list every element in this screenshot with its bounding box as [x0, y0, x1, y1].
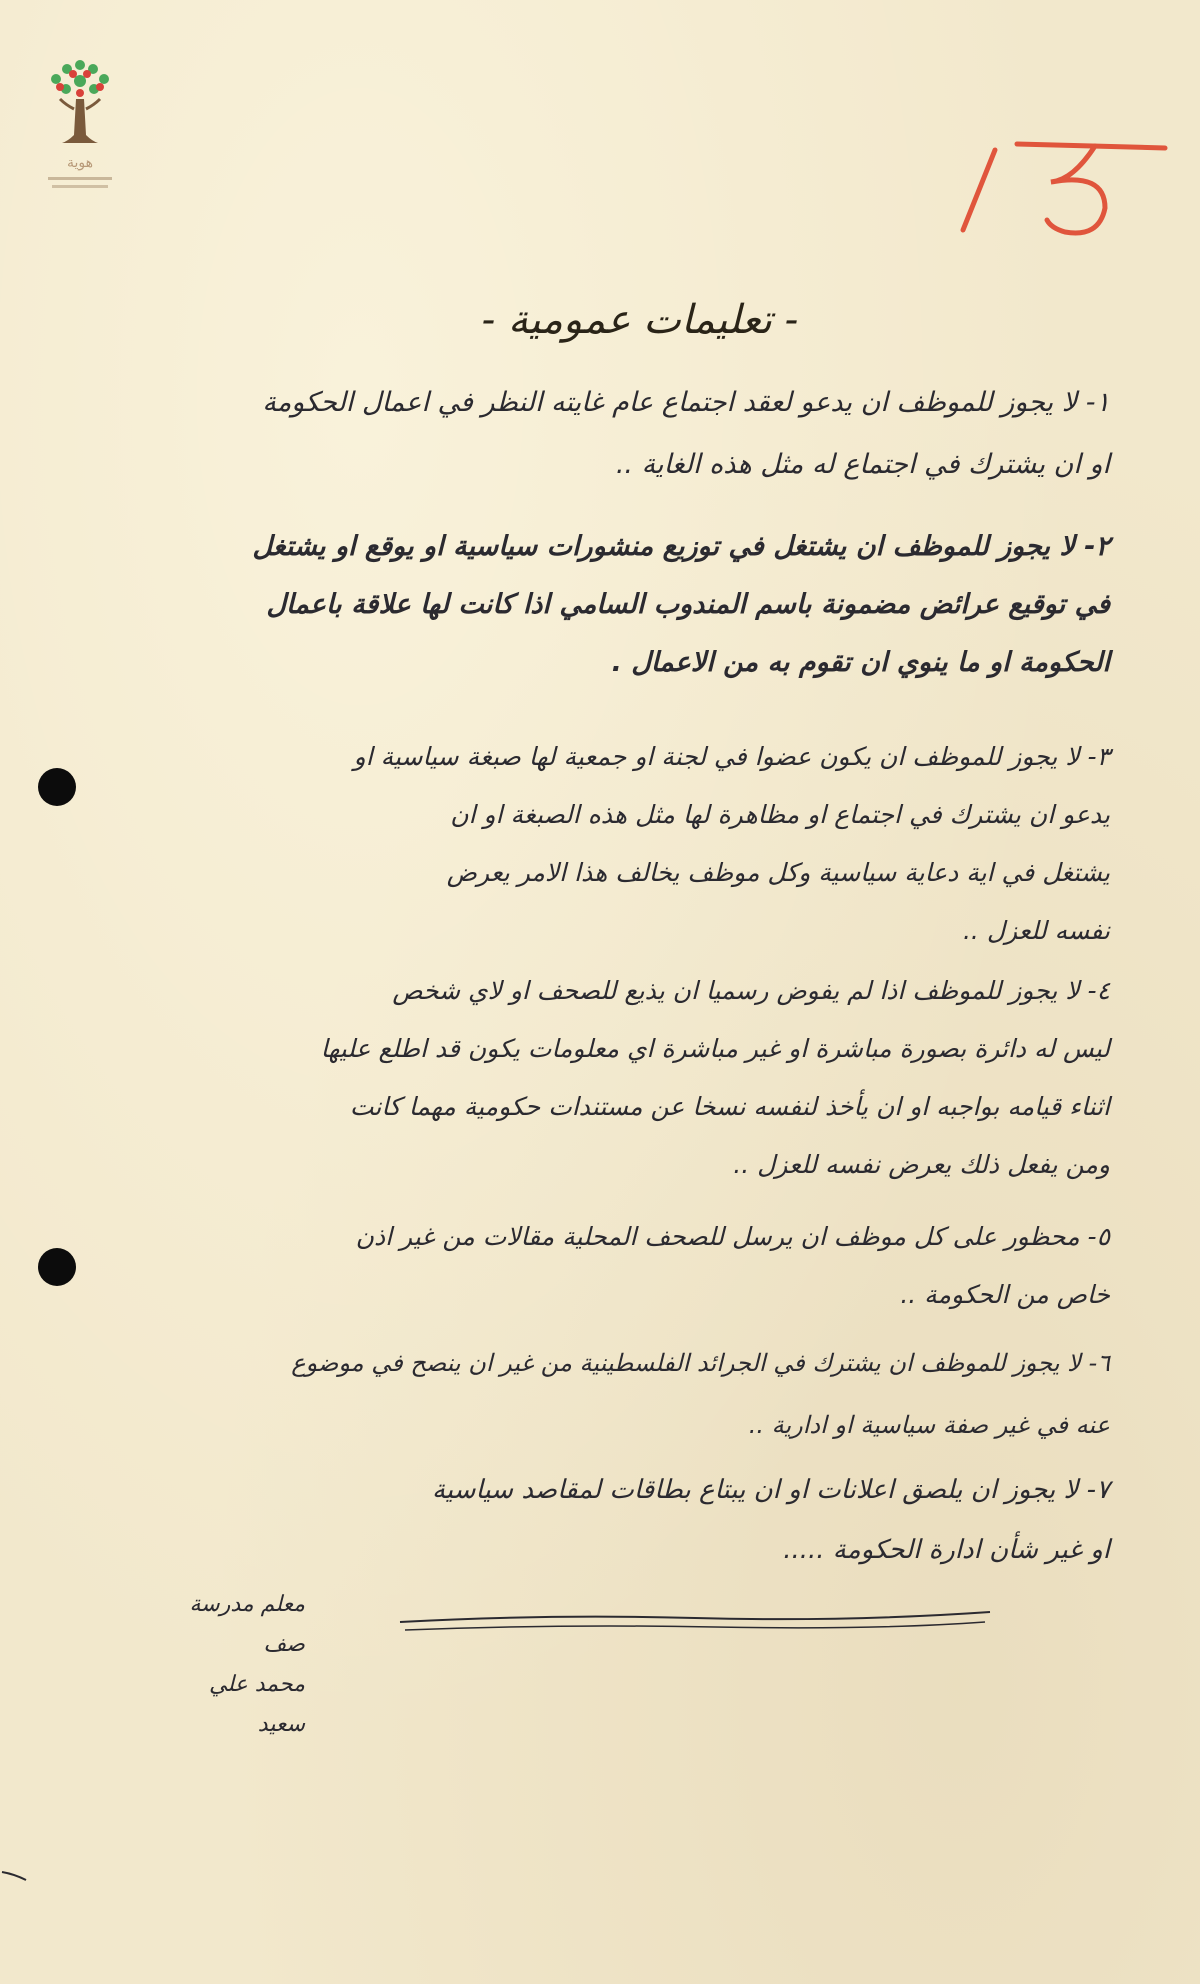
archive-logo-icon: [40, 55, 120, 205]
instruction-item: ٦- لا يجوز للموظف ان يشترك في الجرائد الفلسطينية من غير ان ينصح في موضوع عنه في غير صفة سياسية او ادارية ..: [291, 1349, 1110, 1439]
instruction-item: ٥- محظور على كل موظف ان يرسل للصحف المحلية مقالات من غير اذن خاص من الحكومة ..: [355, 1222, 1110, 1309]
signature-block: [105, 1585, 305, 1785]
margin-mark: [0, 1866, 40, 1886]
punch-hole: [38, 1248, 76, 1286]
page-number: [0, 0, 1, 1]
svg-text:هوية: هوية: [66, 155, 94, 171]
instruction-item: ٧- لا يجوز ان يلصق اعلانات او ان يبتاع بطاقات لمقاصد سياسية او غير شأن ادارة الحكومة .....: [431, 1475, 1110, 1565]
instruction-item: ٤- لا يجوز للموظف اذا لم يفوض رسميا ان يذيع للصحف او لاي شخص ليس له دائرة بصورة مباشرة او غير مباشرة اي معلومات يكون قد اطلع عليها اثناء قيامه بواجبه او ان يأخذ لنفسه نسخا عن مستندات حكومية مهما كانت ومن يفعل ذلك يعرض نفسه للعزل ..: [320, 976, 1110, 1179]
closing-rule: [395, 1600, 995, 1640]
instruction-item: ١- لا يجوز للموظف ان يدعو لعقد اجتماع عام غايته النظر في اعمال الحكومة او ان يشترك في اجتماع له مثل هذه الغاية ..: [262, 387, 1110, 480]
instruction-item: ٢- لا يجوز للموظف ان يشتغل في توزيع منشورات سياسية او يوقع او يشتغل في توقيع عرائض مضمونة باسم المندوب السامي اذا كانت لها علاقة باعمال الحكومة او ما ينوي ان تقوم به من الاعمال .: [252, 531, 1110, 678]
page-title: - تعليمات عمومية -: [481, 297, 799, 343]
instruction-item: ٣- لا يجوز للموظف ان يكون عضوا في لجنة او جمعية لها صبغة سياسية او يدعو ان يشترك في اجتماع او مظاهرة لها مثل هذه الصبغة او ان يشتغل في اية دعاية سياسية وكل موظف يخالف هذا الامر يعرض نفسه للعزل ..: [353, 742, 1110, 945]
signature-line: صف: [263, 1632, 305, 1657]
punch-hole: [38, 768, 76, 806]
signature-line: معلم مدرسة: [189, 1592, 305, 1617]
page-number-mark: [955, 120, 1185, 260]
signature-line: محمد علي: [209, 1672, 305, 1697]
signature-line: سعيد: [257, 1712, 305, 1737]
